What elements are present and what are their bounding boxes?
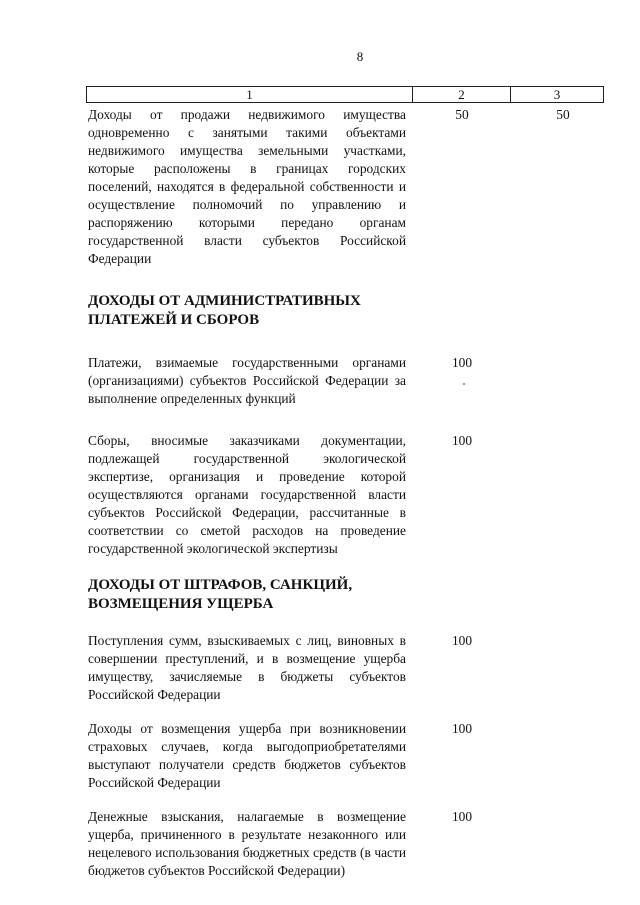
row-value-col2: 100	[451, 433, 473, 448]
column-header-2: 2	[413, 87, 511, 102]
row-description: Поступления сумм, взыскиваемых с лиц, виновных в совершении преступлений, и в возмещение ущерба имуществу, зачисляемые в бюджеты субъектов Российской Федерации	[88, 633, 406, 702]
row-description: Доходы от продажи недвижимого имущества одновременно с занятыми такими объектами недвижимого имущества земельными участками, которые расположены в границах городских поселений, находятся в федеральной собственности и осуществление полномочий по управлению и распоряжению которыми передано органам государственной власти субъектов Российской Федерации	[88, 107, 406, 266]
row-value-col2: 50	[455, 107, 469, 122]
scan-speck	[463, 383, 465, 385]
table-body	[88, 106, 608, 880]
section-title-administrative: ДОХОДЫ ОТ АДМИНИСТРАТИВНЫХ ПЛАТЕЖЕЙ И СБОРОВ	[88, 293, 361, 328]
table-row	[88, 106, 608, 268]
column-header-1: 1	[87, 87, 413, 102]
row-description: Сборы, вносимые заказчиками документации, подлежащей государственной экологической экспертизе, организация и проведение которой осуществляются органами государственной власти субъектов Российской Федерации, рассчитанные в соответствии со сметой расходов на проведение государственной экологической экспертизы	[88, 433, 406, 556]
page-number: 8	[356, 49, 364, 64]
row-value-col2: 100	[451, 809, 473, 824]
row-description: Платежи, взимаемые государственными органами (организациями) субъектов Российской Федерации за выполнение определенных функций	[88, 355, 406, 406]
table-row	[88, 632, 608, 704]
table-row	[88, 432, 608, 558]
table-row	[88, 354, 608, 408]
row-value-col2: 100	[451, 355, 473, 370]
row-description: Доходы от возмещения ущерба при возникновении страховых случаев, когда выгодоприобретателями выступают получатели средств бюджетов субъектов Российской Федерации	[88, 721, 406, 790]
row-value-col2: 100	[451, 633, 473, 648]
column-header-3: 3	[553, 87, 561, 102]
section-title-fines: ДОХОДЫ ОТ ШТРАФОВ, САНКЦИЙ, ВОЗМЕЩЕНИЯ УЩЕРБА	[88, 577, 353, 612]
row-value-col2: 100	[451, 721, 473, 736]
row-description: Денежные взыскания, налагаемые в возмещение ущерба, причиненного в результате незаконного или нецелевого использования бюджетных средств (в части бюджетов субъектов Российской Федерации)	[88, 809, 406, 878]
table-header	[86, 86, 604, 103]
table-row	[88, 720, 608, 792]
table-row	[88, 808, 608, 880]
row-value-col3: 50	[556, 107, 570, 122]
